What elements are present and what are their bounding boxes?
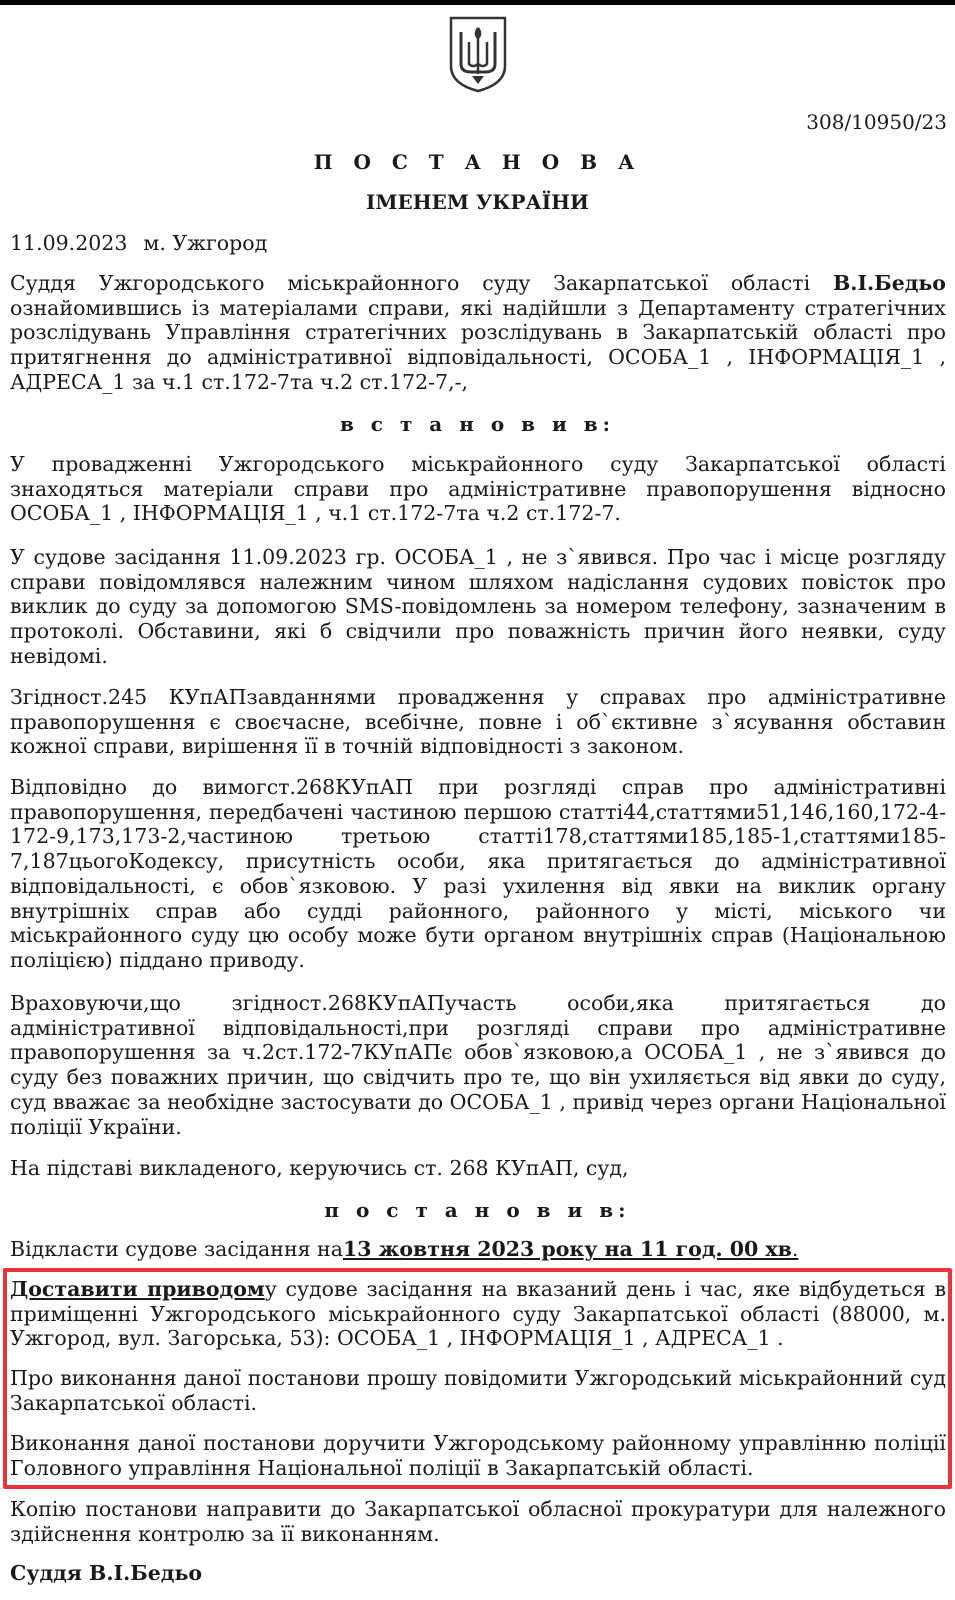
deliver-paragraph: Доставити приводому судове засідання на вказаний день і час, яке відбудеться в приміщенні Ужгородського міськрайонного суду Закарпатської області (88000, м. Ужгород, вул. Загорська, 53): ОСОБА_1 , ІНФОРМАЦІЯ_1 , АДРЕСА_1 . xyxy=(10,1277,946,1351)
notify-paragraph: Про виконання даної постанови прошу повідомити Ужгородський міськрайонний суд Закарпатської області. xyxy=(10,1366,946,1415)
hearing-date: 13 жовтня 2023 року на 11 год. 00 хв xyxy=(342,1237,792,1261)
top-status-strip xyxy=(0,0,955,5)
paragraph: На підставі викладеного, керуючись ст. 268 КУпАП, суд, xyxy=(10,1156,629,1180)
paragraph: У судове засідання 11.09.2023 гр. ОСОБА_1 , не з`явився. Про час і місце розгляду справи повідомлявся належним чином шляхом надіслання судових повісток про виклик до суду за допомогою SMS-повідомлень за номером телефону, зазначеним в протоколі. Обставини, які б свідчили про поважність причин його неявки, суду невідомі. xyxy=(10,545,946,668)
judge-signature: Суддя В.І.Бедьо xyxy=(10,1561,203,1585)
paragraph: Враховуючи,що згіднoст.268КУпАПучасть особи,яка притягається до адміністративної відповідальності,при розгляді справи про адміністративне правопорушення за ч.2ст.172-7КУпАПє обов`язковою,а ОСОБА_1 , не з`явився до суду без поважних причин, що свідчить про те, що він ухиляється від явки до суду, суд вважає за необхідне застосувати до ОСОБА_1 , привід через органи Національної поліції України. xyxy=(10,991,946,1139)
document-subtitle: ІМЕНЕМ УКРАЇНИ xyxy=(366,190,589,214)
date-place-line xyxy=(10,231,946,256)
intro-paragraph: Суддя Ужгородського міськрайонного суду Закарпатської області В.І.Бедьо ознайомившись із матеріалами справи, які надійшли з Департаменту стратегічних розслідувань Управління стратегічних розслідувань в Закарпатській області про притягнення до адміністративної відповідальності, ОСОБА_1 , ІНФОРМАЦІЯ_1 , АДРЕСА_1 за ч.1 ст.172-7та ч.2 ст.172-7,-, xyxy=(10,271,946,394)
case-number: 308/10950/23 xyxy=(806,110,947,134)
assign-paragraph: Виконання даної постанови доручити Ужгородському районному управлінню поліції Головного управління Національної поліції в Закарпатській області. xyxy=(10,1431,946,1480)
paragraph: У провадженні Ужгородського міськрайонного суду Закарпатської області знаходяться матеріали справи про адміністративне правопорушення відносно ОСОБА_1 , ІНФОРМАЦІЯ_1 , ч.1 ст.172-7та ч.2 ст.172-7. xyxy=(10,452,946,526)
judge-name: В.І.Бедьо xyxy=(832,271,946,295)
ruling-city: м. Ужгород xyxy=(143,231,268,255)
established-heading: в с т а н о в и в: xyxy=(339,412,616,436)
deliver-lead: Доставити приводом xyxy=(10,1277,265,1301)
ukraine-coat-of-arms-icon xyxy=(447,14,509,94)
document-title: П О С Т А Н О В А xyxy=(313,150,642,174)
ruling-date: 11.09.2023 xyxy=(10,231,128,255)
paragraph: Згіднoст.245 КУпАПзавданнями провадження у справах про адміністративне правопорушення є своєчасне, всебічне, повне і об`єктивне з`ясування обставин кожної справи, вирішення її в точній відповідності з законом. xyxy=(10,685,946,759)
resolved-heading: п о с т а н о в и в: xyxy=(324,1198,631,1222)
paragraph: Відповідно до вимогст.268КУпАП при розгляді справ про адміністративні правопорушення, передбачені частиною першою статті44,статтями51,146,160,172-4-172-9,173,173-2,частиною третьою статті178,статтями185,185-1,статтями185-7,187цьогоКодексу, присутність особи, яка притягається до адміністративної відповідальності, є обов`язковою. У разі ухилення від явки на виклик органу внутрішніх справ або судді районного, районного у місті, міського чи міськрайонного суду цю особу може бути органом внутрішніх справ (Національною поліцією) піддано приводу. xyxy=(10,775,946,972)
postpone-paragraph: Відкласти судове засідання на13 жовтня 2023 року на 11 год. 00 хв. xyxy=(10,1237,799,1261)
copy-paragraph: Копію постанови направити до Закарпатської обласної прокуратури для належного здійснення контролю за її виконанням. xyxy=(10,1497,946,1546)
